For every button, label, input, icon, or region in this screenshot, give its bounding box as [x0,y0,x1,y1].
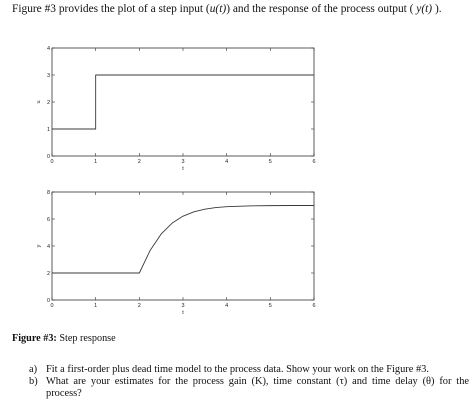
step-input-ytick-label-4: 4 [46,46,50,52]
intro-suffix: ). [432,3,442,15]
figure-caption-label: Figure #3: [12,333,57,344]
figure-caption-text: Step response [56,333,116,344]
process-output-ytick-label-1: 2 [46,271,50,277]
step-input-plot [28,40,328,180]
step-input-ylabel: u [36,100,42,104]
step-input-ytick-label-1: 1 [46,127,50,133]
step-input-xtick-label-6: 6 [312,159,316,165]
process-output-xtick-label-6: 6 [312,303,316,309]
process-output-xtick-label-1: 1 [94,303,98,309]
process-output-ytick-label-4: 8 [46,190,50,196]
intro-y-symbol: y(t) [416,3,433,15]
step-input-xlabel: t [182,166,184,172]
question-b-label: b) [29,376,38,387]
process-output-ytick-label-2: 4 [46,244,50,250]
question-b-text: What are your estimates for the process gain (K), time constant (τ) and time delay (θ) for the process? [46,376,469,399]
process-output-xtick-label-0: 0 [50,303,54,309]
step-input-xtick-label-0: 0 [50,159,54,165]
process-output-ytick-label-3: 6 [46,217,50,223]
process-output-xtick-label-2: 2 [137,303,141,309]
question-a-label: a) [29,364,38,375]
process-output-xtick-label-3: 3 [181,303,185,309]
process-output-plot-svg [28,184,328,324]
intro-u-symbol: u(t) [209,3,227,15]
step-input-xtick-label-5: 5 [268,159,272,165]
figure-caption [12,333,116,345]
question-list [29,364,469,400]
process-output-ylabel: y [36,244,42,248]
process-output-plot [28,184,328,324]
process-output-series-line-0 [52,206,314,274]
question-b [29,376,469,400]
step-input-xtick-label-1: 1 [94,159,98,165]
step-input-axes-frame [52,48,314,156]
step-input-xtick-label-4: 4 [225,159,229,165]
process-output-xlabel: t [182,310,184,316]
step-input-ytick-label-0: 0 [46,154,50,160]
step-input-ytick-label-2: 2 [46,100,50,106]
step-input-xtick-label-3: 3 [181,159,185,165]
intro-prefix: Figure #3 provides the plot of a step input ( [12,3,210,15]
problem-intro [12,2,467,16]
process-output-axes-frame [52,192,314,300]
process-output-xtick-label-5: 5 [268,303,272,309]
step-input-plot-svg [28,40,328,180]
step-input-ytick-label-3: 3 [46,73,50,79]
intro-middle: ) and the response of the process output ( [226,3,417,15]
question-a [29,364,469,376]
process-output-xtick-label-4: 4 [225,303,229,309]
process-output-ytick-label-0: 0 [46,298,50,304]
question-a-text: Fit a first-order plus dead time model to the process data. Show your work on the Figure #3. [46,364,429,375]
step-input-series-line-0 [52,75,314,129]
step-input-xtick-label-2: 2 [137,159,141,165]
